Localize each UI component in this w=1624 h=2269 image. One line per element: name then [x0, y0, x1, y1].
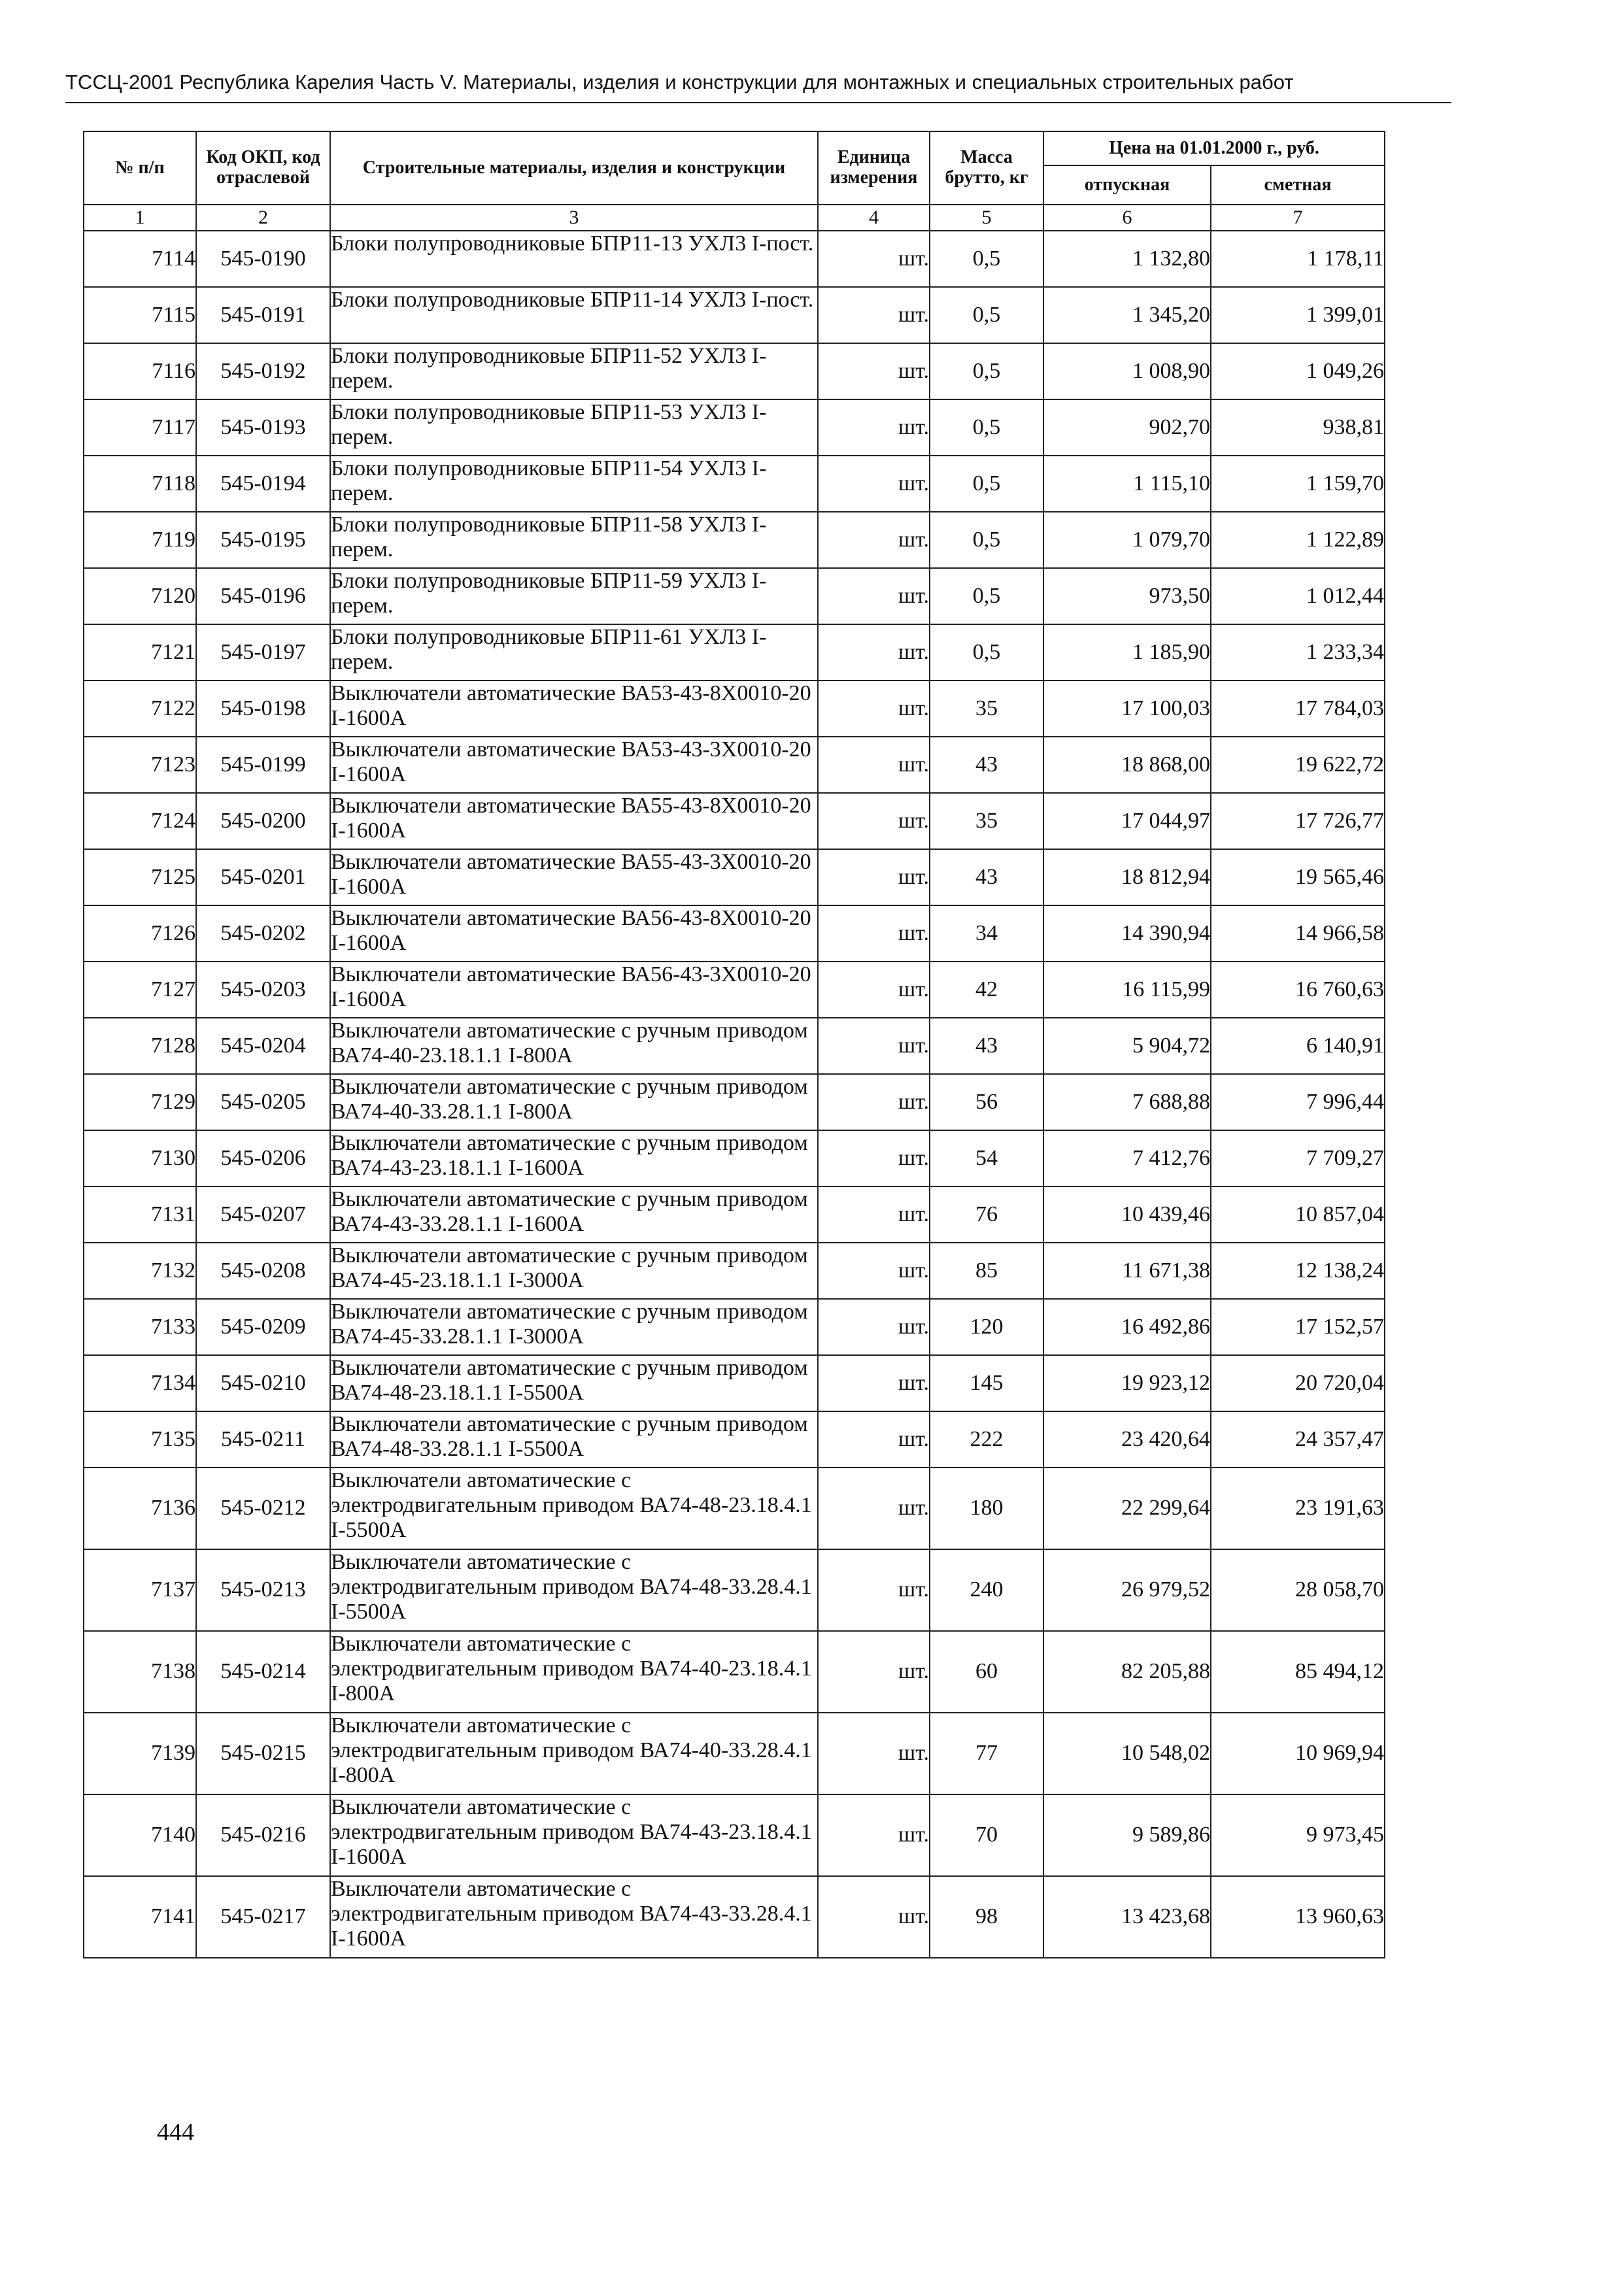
item-number: 7135	[84, 1411, 196, 1468]
item-mass: 98	[930, 1876, 1043, 1958]
table-row	[84, 1713, 1385, 1794]
item-name: Выключатели автоматические с электродвигательным приводом ВА74-48-33.28.4.1 I-5500А	[330, 1549, 818, 1631]
item-code: 545-0204	[196, 1018, 330, 1074]
item-price-release: 5 904,72	[1043, 1018, 1211, 1074]
table-row	[84, 1355, 1385, 1411]
table-row	[84, 1018, 1385, 1074]
item-price-release: 82 205,88	[1043, 1631, 1211, 1713]
item-mass: 120	[930, 1299, 1043, 1355]
item-name: Выключатели автоматические с ручным приводом ВА74-45-33.28.1.1 I-3000А	[330, 1299, 818, 1355]
item-name: Выключатели автоматические с ручным приводом ВА74-48-23.18.1.1 I-5500А	[330, 1355, 818, 1411]
item-unit: шт.	[818, 1876, 930, 1958]
table-row	[84, 343, 1385, 399]
table-row	[84, 568, 1385, 624]
item-mass: 0,5	[930, 399, 1043, 456]
item-mass: 85	[930, 1243, 1043, 1299]
item-name: Выключатели автоматические ВА56-43-3Х0010-20 I-1600А	[330, 962, 818, 1018]
item-mass: 76	[930, 1186, 1043, 1243]
item-price-estimate: 19 565,46	[1211, 849, 1385, 905]
item-price-estimate: 19 622,72	[1211, 737, 1385, 793]
item-name: Блоки полупроводниковые БПР11-52 УХЛ3 I-перем.	[330, 343, 818, 399]
item-name: Выключатели автоматические ВА53-43-8Х0010-20 I-1600А	[330, 681, 818, 737]
header-price-group: Цена на 01.01.2000 г., руб.	[1043, 131, 1385, 165]
item-number: 7137	[84, 1549, 196, 1631]
item-code: 545-0193	[196, 399, 330, 456]
table-row	[84, 512, 1385, 568]
item-price-estimate: 10 857,04	[1211, 1186, 1385, 1243]
item-price-release: 7 688,88	[1043, 1074, 1211, 1130]
item-mass: 70	[930, 1794, 1043, 1876]
header-name: Строительные материалы, изделия и конструкции	[330, 131, 818, 205]
table-row	[84, 962, 1385, 1018]
item-price-release: 1 185,90	[1043, 624, 1211, 681]
item-price-estimate: 1 178,11	[1211, 231, 1385, 287]
item-price-estimate: 1 012,44	[1211, 568, 1385, 624]
item-price-estimate: 1 399,01	[1211, 287, 1385, 343]
item-number: 7136	[84, 1468, 196, 1549]
item-code: 545-0215	[196, 1713, 330, 1794]
item-price-estimate: 1 049,26	[1211, 343, 1385, 399]
column-number: 7	[1211, 205, 1385, 231]
table-body	[84, 231, 1385, 1958]
item-number: 7126	[84, 905, 196, 962]
item-name: Блоки полупроводниковые БПР11-14 УХЛ3 I-пост.	[330, 287, 818, 343]
item-code: 545-0209	[196, 1299, 330, 1355]
item-unit: шт.	[818, 343, 930, 399]
item-code: 545-0199	[196, 737, 330, 793]
item-price-estimate: 12 138,24	[1211, 1243, 1385, 1299]
item-mass: 42	[930, 962, 1043, 1018]
item-name: Выключатели автоматические ВА53-43-3Х0010-20 I-1600А	[330, 737, 818, 793]
item-name: Выключатели автоматические ВА56-43-8Х0010-20 I-1600А	[330, 905, 818, 962]
table-row	[84, 1186, 1385, 1243]
item-number: 7123	[84, 737, 196, 793]
item-number: 7127	[84, 962, 196, 1018]
column-number: 1	[84, 205, 196, 231]
header-mass: Масса брутто, кг	[930, 131, 1043, 205]
item-unit: шт.	[818, 456, 930, 512]
item-name: Выключатели автоматические с электродвигательным приводом ВА74-43-23.18.4.1 I-1600А	[330, 1794, 818, 1876]
column-number: 2	[196, 205, 330, 231]
item-price-estimate: 1 159,70	[1211, 456, 1385, 512]
item-name: Выключатели автоматические с ручным приводом ВА74-48-33.28.1.1 I-5500А	[330, 1411, 818, 1468]
item-unit: шт.	[818, 849, 930, 905]
item-number: 7141	[84, 1876, 196, 1958]
item-number: 7140	[84, 1794, 196, 1876]
item-price-estimate: 7 996,44	[1211, 1074, 1385, 1130]
item-price-estimate: 17 726,77	[1211, 793, 1385, 849]
item-mass: 0,5	[930, 512, 1043, 568]
header-divider	[65, 102, 1451, 103]
table-row	[84, 793, 1385, 849]
item-number: 7114	[84, 231, 196, 287]
item-price-release: 902,70	[1043, 399, 1211, 456]
item-mass: 0,5	[930, 624, 1043, 681]
column-number-row	[84, 205, 1385, 231]
item-mass: 43	[930, 737, 1043, 793]
item-name: Блоки полупроводниковые БПР11-53 УХЛ3 I-перем.	[330, 399, 818, 456]
item-mass: 180	[930, 1468, 1043, 1549]
item-price-estimate: 17 152,57	[1211, 1299, 1385, 1355]
table-row	[84, 905, 1385, 962]
item-number: 7120	[84, 568, 196, 624]
item-code: 545-0190	[196, 231, 330, 287]
item-name: Блоки полупроводниковые БПР11-54 УХЛ3 I-перем.	[330, 456, 818, 512]
item-price-estimate: 28 058,70	[1211, 1549, 1385, 1631]
table-row	[84, 1074, 1385, 1130]
item-price-release: 1 079,70	[1043, 512, 1211, 568]
item-mass: 43	[930, 849, 1043, 905]
item-price-estimate: 85 494,12	[1211, 1631, 1385, 1713]
item-number: 7125	[84, 849, 196, 905]
item-unit: шт.	[818, 962, 930, 1018]
item-name: Выключатели автоматические с ручным приводом ВА74-40-33.28.1.1 I-800А	[330, 1074, 818, 1130]
table-row	[84, 1876, 1385, 1958]
page-header: ТССЦ-2001 Республика Карелия Часть V. Материалы, изделия и конструкции для монтажных и специальных строительных работ	[65, 71, 1294, 93]
item-unit: шт.	[818, 1074, 930, 1130]
item-code: 545-0201	[196, 849, 330, 905]
item-price-release: 13 423,68	[1043, 1876, 1211, 1958]
item-price-release: 11 671,38	[1043, 1243, 1211, 1299]
item-name: Блоки полупроводниковые БПР11-13 УХЛ3 I-пост.	[330, 231, 818, 287]
table-row	[84, 1631, 1385, 1713]
item-price-release: 10 548,02	[1043, 1713, 1211, 1794]
item-unit: шт.	[818, 1794, 930, 1876]
item-code: 545-0208	[196, 1243, 330, 1299]
item-name: Блоки полупроводниковые БПР11-58 УХЛ3 I-перем.	[330, 512, 818, 568]
item-price-estimate: 6 140,91	[1211, 1018, 1385, 1074]
item-name: Выключатели автоматические с электродвигательным приводом ВА74-40-33.28.4.1 I-800А	[330, 1713, 818, 1794]
item-name: Выключатели автоматические с ручным приводом ВА74-43-23.18.1.1 I-1600А	[330, 1130, 818, 1186]
header-price-estimate: сметная	[1211, 165, 1385, 205]
item-number: 7130	[84, 1130, 196, 1186]
item-price-release: 26 979,52	[1043, 1549, 1211, 1631]
item-code: 545-0192	[196, 343, 330, 399]
item-mass: 145	[930, 1355, 1043, 1411]
item-code: 545-0213	[196, 1549, 330, 1631]
item-name: Блоки полупроводниковые БПР11-61 УХЛ3 I-перем.	[330, 624, 818, 681]
item-price-release: 9 589,86	[1043, 1794, 1211, 1876]
item-code: 545-0210	[196, 1355, 330, 1411]
item-price-estimate: 20 720,04	[1211, 1355, 1385, 1411]
item-price-release: 19 923,12	[1043, 1355, 1211, 1411]
item-mass: 56	[930, 1074, 1043, 1130]
item-unit: шт.	[818, 737, 930, 793]
item-code: 545-0207	[196, 1186, 330, 1243]
item-price-estimate: 9 973,45	[1211, 1794, 1385, 1876]
table-row	[84, 231, 1385, 287]
column-number: 4	[818, 205, 930, 231]
item-price-release: 16 115,99	[1043, 962, 1211, 1018]
table-row	[84, 1794, 1385, 1876]
item-unit: шт.	[818, 1018, 930, 1074]
table-row	[84, 737, 1385, 793]
item-mass: 0,5	[930, 231, 1043, 287]
item-price-estimate: 17 784,03	[1211, 681, 1385, 737]
item-mass: 60	[930, 1631, 1043, 1713]
item-code: 545-0216	[196, 1794, 330, 1876]
item-mass: 240	[930, 1549, 1043, 1631]
item-number: 7122	[84, 681, 196, 737]
item-price-estimate: 13 960,63	[1211, 1876, 1385, 1958]
item-price-release: 973,50	[1043, 568, 1211, 624]
item-number: 7118	[84, 456, 196, 512]
item-unit: шт.	[818, 793, 930, 849]
header-unit: Единица измерения	[818, 131, 930, 205]
item-number: 7128	[84, 1018, 196, 1074]
item-price-release: 10 439,46	[1043, 1186, 1211, 1243]
item-number: 7138	[84, 1631, 196, 1713]
table-row	[84, 1130, 1385, 1186]
item-number: 7133	[84, 1299, 196, 1355]
item-code: 545-0194	[196, 456, 330, 512]
item-unit: шт.	[818, 1243, 930, 1299]
item-unit: шт.	[818, 1549, 930, 1631]
item-price-release: 17 044,97	[1043, 793, 1211, 849]
item-name: Выключатели автоматические с электродвигательным приводом ВА74-48-23.18.4.1 I-5500А	[330, 1468, 818, 1549]
item-name: Выключатели автоматические ВА55-43-3Х0010-20 I-1600А	[330, 849, 818, 905]
item-mass: 0,5	[930, 456, 1043, 512]
item-code: 545-0202	[196, 905, 330, 962]
item-price-estimate: 7 709,27	[1211, 1130, 1385, 1186]
item-number: 7121	[84, 624, 196, 681]
item-unit: шт.	[818, 1355, 930, 1411]
item-code: 545-0214	[196, 1631, 330, 1713]
page-number: 444	[157, 2119, 194, 2146]
column-number: 3	[330, 205, 818, 231]
item-price-estimate: 938,81	[1211, 399, 1385, 456]
item-code: 545-0205	[196, 1074, 330, 1130]
item-price-release: 1 115,10	[1043, 456, 1211, 512]
item-mass: 43	[930, 1018, 1043, 1074]
item-code: 545-0197	[196, 624, 330, 681]
item-number: 7132	[84, 1243, 196, 1299]
table-row	[84, 1299, 1385, 1355]
item-price-estimate: 16 760,63	[1211, 962, 1385, 1018]
item-mass: 54	[930, 1130, 1043, 1186]
item-mass: 0,5	[930, 343, 1043, 399]
item-mass: 34	[930, 905, 1043, 962]
item-code: 545-0206	[196, 1130, 330, 1186]
table-row	[84, 456, 1385, 512]
item-price-release: 1 132,80	[1043, 231, 1211, 287]
item-unit: шт.	[818, 905, 930, 962]
item-mass: 0,5	[930, 568, 1043, 624]
item-price-estimate: 1 122,89	[1211, 512, 1385, 568]
item-unit: шт.	[818, 624, 930, 681]
item-price-release: 18 868,00	[1043, 737, 1211, 793]
item-price-estimate: 14 966,58	[1211, 905, 1385, 962]
table-row	[84, 399, 1385, 456]
item-number: 7124	[84, 793, 196, 849]
item-code: 545-0200	[196, 793, 330, 849]
item-price-release: 1 345,20	[1043, 287, 1211, 343]
item-code: 545-0212	[196, 1468, 330, 1549]
item-name: Блоки полупроводниковые БПР11-59 УХЛ3 I-перем.	[330, 568, 818, 624]
item-mass: 222	[930, 1411, 1043, 1468]
item-mass: 0,5	[930, 287, 1043, 343]
column-number: 6	[1043, 205, 1211, 231]
item-price-release: 1 008,90	[1043, 343, 1211, 399]
item-mass: 77	[930, 1713, 1043, 1794]
item-price-release: 17 100,03	[1043, 681, 1211, 737]
item-name: Выключатели автоматические с ручным приводом ВА74-40-23.18.1.1 I-800А	[330, 1018, 818, 1074]
item-code: 545-0211	[196, 1411, 330, 1468]
column-number: 5	[930, 205, 1043, 231]
table-row	[84, 624, 1385, 681]
item-unit: шт.	[818, 1468, 930, 1549]
item-price-release: 16 492,86	[1043, 1299, 1211, 1355]
item-unit: шт.	[818, 287, 930, 343]
item-price-release: 7 412,76	[1043, 1130, 1211, 1186]
item-price-estimate: 10 969,94	[1211, 1713, 1385, 1794]
item-price-release: 23 420,64	[1043, 1411, 1211, 1468]
item-unit: шт.	[818, 1299, 930, 1355]
item-name: Выключатели автоматические ВА55-43-8Х0010-20 I-1600А	[330, 793, 818, 849]
item-unit: шт.	[818, 1186, 930, 1243]
item-unit: шт.	[818, 681, 930, 737]
item-unit: шт.	[818, 1411, 930, 1468]
item-number: 7129	[84, 1074, 196, 1130]
item-mass: 35	[930, 793, 1043, 849]
item-unit: шт.	[818, 512, 930, 568]
item-number: 7131	[84, 1186, 196, 1243]
table-row	[84, 849, 1385, 905]
item-name: Выключатели автоматические с ручным приводом ВА74-43-33.28.1.1 I-1600А	[330, 1186, 818, 1243]
item-name: Выключатели автоматические с электродвигательным приводом ВА74-40-23.18.4.1 I-800А	[330, 1631, 818, 1713]
item-code: 545-0217	[196, 1876, 330, 1958]
item-unit: шт.	[818, 1713, 930, 1794]
item-number: 7119	[84, 512, 196, 568]
table-row	[84, 1411, 1385, 1468]
item-price-estimate: 1 233,34	[1211, 624, 1385, 681]
item-price-release: 18 812,94	[1043, 849, 1211, 905]
item-number: 7117	[84, 399, 196, 456]
header-num: № п/п	[84, 131, 196, 205]
item-number: 7115	[84, 287, 196, 343]
item-number: 7134	[84, 1355, 196, 1411]
header-price-release: отпускная	[1043, 165, 1211, 205]
table-row	[84, 287, 1385, 343]
table-row	[84, 1549, 1385, 1631]
price-table	[83, 131, 1385, 1958]
header-code: Код ОКП, код отраслевой	[196, 131, 330, 205]
item-mass: 35	[930, 681, 1043, 737]
item-unit: шт.	[818, 399, 930, 456]
table-row	[84, 681, 1385, 737]
item-price-release: 22 299,64	[1043, 1468, 1211, 1549]
item-unit: шт.	[818, 231, 930, 287]
item-code: 545-0196	[196, 568, 330, 624]
item-name: Выключатели автоматические с ручным приводом ВА74-45-23.18.1.1 I-3000А	[330, 1243, 818, 1299]
item-unit: шт.	[818, 568, 930, 624]
item-code: 545-0191	[196, 287, 330, 343]
table-row	[84, 1468, 1385, 1549]
item-unit: шт.	[818, 1130, 930, 1186]
item-code: 545-0203	[196, 962, 330, 1018]
item-number: 7139	[84, 1713, 196, 1794]
item-code: 545-0198	[196, 681, 330, 737]
item-unit: шт.	[818, 1631, 930, 1713]
item-price-estimate: 24 357,47	[1211, 1411, 1385, 1468]
item-code: 545-0195	[196, 512, 330, 568]
item-price-estimate: 23 191,63	[1211, 1468, 1385, 1549]
table-row	[84, 1243, 1385, 1299]
item-price-release: 14 390,94	[1043, 905, 1211, 962]
item-name: Выключатели автоматические с электродвигательным приводом ВА74-43-33.28.4.1 I-1600А	[330, 1876, 818, 1958]
item-number: 7116	[84, 343, 196, 399]
